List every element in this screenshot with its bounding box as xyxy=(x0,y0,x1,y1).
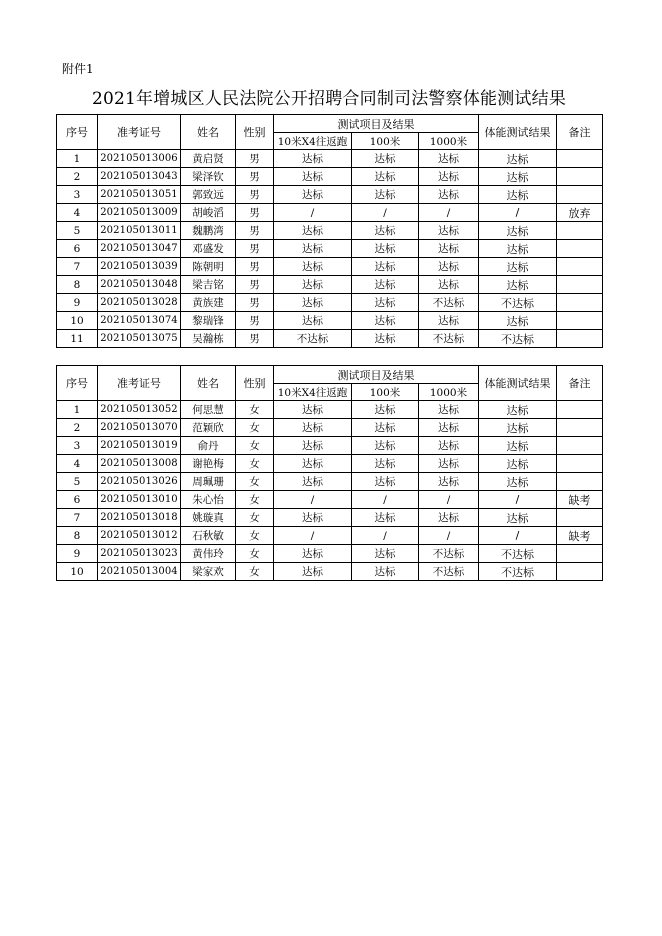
header-test-group: 测试项目及结果 xyxy=(274,115,479,133)
cell-note xyxy=(557,545,603,563)
header-seq: 序号 xyxy=(57,115,98,150)
cell-100m-result: 达标 xyxy=(352,419,419,437)
cell-exam-id: 202105013018 xyxy=(98,509,181,527)
cell-gender: 女 xyxy=(236,491,274,509)
cell-seq: 10 xyxy=(57,312,98,330)
cell-seq: 10 xyxy=(57,563,98,581)
cell-1000m-result: 达标 xyxy=(419,312,479,330)
cell-100m-result: / xyxy=(352,204,419,222)
cell-gender: 女 xyxy=(236,455,274,473)
cell-name: 谢艳梅 xyxy=(181,455,236,473)
cell-note xyxy=(557,563,603,581)
header-shuttle: 10米X4往返跑 xyxy=(274,133,352,150)
cell-gender: 男 xyxy=(236,330,274,348)
cell-exam-id: 202105013052 xyxy=(98,401,181,419)
header-gender: 性别 xyxy=(236,115,274,150)
cell-gender: 男 xyxy=(236,168,274,186)
table-row xyxy=(57,563,603,581)
header-1000m: 1000米 xyxy=(419,133,479,150)
cell-gender: 女 xyxy=(236,563,274,581)
cell-note xyxy=(557,473,603,491)
attachment-label: 附件1 xyxy=(62,62,94,76)
cell-shuttle-result: 达标 xyxy=(274,473,352,491)
cell-exam-id: 202105013051 xyxy=(98,186,181,204)
cell-name: 陈朝明 xyxy=(181,258,236,276)
table-row xyxy=(57,168,603,186)
table-row xyxy=(57,204,603,222)
header-name: 姓名 xyxy=(181,115,236,150)
cell-overall-result: 不达标 xyxy=(479,545,557,563)
cell-seq: 2 xyxy=(57,419,98,437)
cell-note xyxy=(557,419,603,437)
cell-shuttle-result: 达标 xyxy=(274,563,352,581)
cell-1000m-result: 不达标 xyxy=(419,330,479,348)
cell-shuttle-result: 达标 xyxy=(274,419,352,437)
cell-overall-result: / xyxy=(479,204,557,222)
cell-1000m-result: 达标 xyxy=(419,222,479,240)
cell-name: 何思慧 xyxy=(181,401,236,419)
cell-name: 黄伟玲 xyxy=(181,545,236,563)
cell-note xyxy=(557,240,603,258)
cell-seq: 1 xyxy=(57,401,98,419)
header-shuttle: 10米X4往返跑 xyxy=(274,384,352,401)
cell-name: 邓盛发 xyxy=(181,240,236,258)
cell-note xyxy=(557,312,603,330)
cell-shuttle-result: / xyxy=(274,527,352,545)
cell-name: 郭致远 xyxy=(181,186,236,204)
cell-100m-result: 达标 xyxy=(352,437,419,455)
female-table-body xyxy=(57,401,603,581)
cell-exam-id: 202105013023 xyxy=(98,545,181,563)
header-100m: 100米 xyxy=(352,133,419,150)
cell-shuttle-result: 达标 xyxy=(274,455,352,473)
cell-name: 梁泽钦 xyxy=(181,168,236,186)
cell-100m-result: 达标 xyxy=(352,294,419,312)
cell-exam-id: 202105013039 xyxy=(98,258,181,276)
cell-overall-result: 达标 xyxy=(479,186,557,204)
cell-overall-result: 达标 xyxy=(479,222,557,240)
table-row xyxy=(57,509,603,527)
cell-overall-result: 达标 xyxy=(479,437,557,455)
cell-1000m-result: 不达标 xyxy=(419,294,479,312)
cell-100m-result: 达标 xyxy=(352,509,419,527)
cell-overall-result: / xyxy=(479,527,557,545)
cell-gender: 女 xyxy=(236,419,274,437)
cell-shuttle-result: 达标 xyxy=(274,545,352,563)
cell-seq: 4 xyxy=(57,204,98,222)
cell-exam-id: 202105013011 xyxy=(98,222,181,240)
cell-1000m-result: 达标 xyxy=(419,168,479,186)
cell-exam-id: 202105013043 xyxy=(98,168,181,186)
cell-exam-id: 202105013047 xyxy=(98,240,181,258)
header-seq: 序号 xyxy=(57,366,98,401)
cell-100m-result: 达标 xyxy=(352,545,419,563)
cell-100m-result: 达标 xyxy=(352,330,419,348)
cell-1000m-result: / xyxy=(419,204,479,222)
cell-overall-result: 不达标 xyxy=(479,563,557,581)
cell-overall-result: 达标 xyxy=(479,150,557,168)
cell-gender: 男 xyxy=(236,222,274,240)
cell-name: 周珮珊 xyxy=(181,473,236,491)
male-table-body xyxy=(57,150,603,348)
cell-seq: 6 xyxy=(57,240,98,258)
cell-shuttle-result: 达标 xyxy=(274,222,352,240)
cell-overall-result: 不达标 xyxy=(479,294,557,312)
cell-name: 吴瀚栋 xyxy=(181,330,236,348)
table-row xyxy=(57,419,603,437)
cell-1000m-result: 达标 xyxy=(419,240,479,258)
cell-seq: 11 xyxy=(57,330,98,348)
cell-1000m-result: 达标 xyxy=(419,455,479,473)
cell-exam-id: 202105013074 xyxy=(98,312,181,330)
cell-note xyxy=(557,186,603,204)
cell-gender: 女 xyxy=(236,545,274,563)
cell-exam-id: 202105013075 xyxy=(98,330,181,348)
cell-shuttle-result: 达标 xyxy=(274,258,352,276)
table-row xyxy=(57,240,603,258)
cell-seq: 7 xyxy=(57,258,98,276)
cell-name: 朱心怡 xyxy=(181,491,236,509)
header-overall: 体能测试结果 xyxy=(479,366,557,401)
cell-shuttle-result: / xyxy=(274,491,352,509)
cell-seq: 2 xyxy=(57,168,98,186)
cell-note: 放弃 xyxy=(557,204,603,222)
cell-1000m-result: / xyxy=(419,527,479,545)
cell-note xyxy=(557,258,603,276)
cell-exam-id: 202105013012 xyxy=(98,527,181,545)
cell-overall-result: 达标 xyxy=(479,419,557,437)
cell-gender: 男 xyxy=(236,312,274,330)
cell-shuttle-result: 达标 xyxy=(274,276,352,294)
cell-name: 胡峻滔 xyxy=(181,204,236,222)
cell-exam-id: 202105013026 xyxy=(98,473,181,491)
male-results-table xyxy=(56,114,603,348)
cell-exam-id: 202105013010 xyxy=(98,491,181,509)
cell-1000m-result: 达标 xyxy=(419,419,479,437)
cell-exam-id: 202105013048 xyxy=(98,276,181,294)
cell-1000m-result: 达标 xyxy=(419,509,479,527)
cell-1000m-result: 达标 xyxy=(419,186,479,204)
cell-gender: 女 xyxy=(236,401,274,419)
cell-name: 俞丹 xyxy=(181,437,236,455)
table-row xyxy=(57,473,603,491)
cell-shuttle-result: 达标 xyxy=(274,509,352,527)
table-row xyxy=(57,330,603,348)
cell-100m-result: / xyxy=(352,527,419,545)
female-results-table xyxy=(56,365,603,581)
header-100m: 100米 xyxy=(352,384,419,401)
header-gender: 性别 xyxy=(236,366,274,401)
cell-1000m-result: 达标 xyxy=(419,437,479,455)
header-exam-id: 准考证号 xyxy=(98,366,181,401)
cell-1000m-result: 达标 xyxy=(419,276,479,294)
cell-overall-result: 达标 xyxy=(479,401,557,419)
cell-gender: 男 xyxy=(236,186,274,204)
table-row xyxy=(57,545,603,563)
cell-100m-result: 达标 xyxy=(352,563,419,581)
cell-overall-result: 达标 xyxy=(479,455,557,473)
cell-note xyxy=(557,168,603,186)
cell-name: 梁家欢 xyxy=(181,563,236,581)
cell-gender: 男 xyxy=(236,258,274,276)
cell-100m-result: 达标 xyxy=(352,258,419,276)
cell-overall-result: 达标 xyxy=(479,258,557,276)
table-row xyxy=(57,401,603,419)
cell-exam-id: 202105013019 xyxy=(98,437,181,455)
cell-100m-result: 达标 xyxy=(352,455,419,473)
cell-1000m-result: 不达标 xyxy=(419,563,479,581)
cell-gender: 女 xyxy=(236,473,274,491)
cell-name: 姚璇真 xyxy=(181,509,236,527)
cell-note xyxy=(557,437,603,455)
cell-seq: 6 xyxy=(57,491,98,509)
cell-note xyxy=(557,150,603,168)
table-row xyxy=(57,437,603,455)
cell-seq: 8 xyxy=(57,527,98,545)
header-note: 备注 xyxy=(557,115,603,150)
cell-gender: 男 xyxy=(236,204,274,222)
cell-shuttle-result: / xyxy=(274,204,352,222)
cell-shuttle-result: 达标 xyxy=(274,294,352,312)
cell-100m-result: / xyxy=(352,491,419,509)
cell-gender: 女 xyxy=(236,437,274,455)
cell-name: 黄启贤 xyxy=(181,150,236,168)
cell-seq: 3 xyxy=(57,437,98,455)
cell-seq: 7 xyxy=(57,509,98,527)
cell-name: 范颖欣 xyxy=(181,419,236,437)
cell-100m-result: 达标 xyxy=(352,401,419,419)
cell-100m-result: 达标 xyxy=(352,150,419,168)
table-row xyxy=(57,150,603,168)
cell-gender: 男 xyxy=(236,150,274,168)
cell-exam-id: 202105013008 xyxy=(98,455,181,473)
cell-note xyxy=(557,222,603,240)
cell-shuttle-result: 达标 xyxy=(274,240,352,258)
cell-1000m-result: 不达标 xyxy=(419,545,479,563)
cell-overall-result: 达标 xyxy=(479,312,557,330)
cell-shuttle-result: 达标 xyxy=(274,186,352,204)
cell-note xyxy=(557,509,603,527)
cell-overall-result: / xyxy=(479,491,557,509)
cell-seq: 5 xyxy=(57,222,98,240)
cell-shuttle-result: 达标 xyxy=(274,150,352,168)
header-note: 备注 xyxy=(557,366,603,401)
cell-seq: 5 xyxy=(57,473,98,491)
cell-note xyxy=(557,330,603,348)
cell-100m-result: 达标 xyxy=(352,222,419,240)
cell-overall-result: 达标 xyxy=(479,240,557,258)
cell-overall-result: 达标 xyxy=(479,473,557,491)
cell-100m-result: 达标 xyxy=(352,473,419,491)
cell-exam-id: 202105013004 xyxy=(98,563,181,581)
cell-gender: 男 xyxy=(236,276,274,294)
cell-overall-result: 达标 xyxy=(479,168,557,186)
cell-shuttle-result: 达标 xyxy=(274,437,352,455)
cell-1000m-result: 达标 xyxy=(419,150,479,168)
cell-100m-result: 达标 xyxy=(352,312,419,330)
cell-100m-result: 达标 xyxy=(352,186,419,204)
cell-gender: 女 xyxy=(236,527,274,545)
cell-seq: 8 xyxy=(57,276,98,294)
table-row xyxy=(57,455,603,473)
cell-name: 石秋敏 xyxy=(181,527,236,545)
cell-gender: 女 xyxy=(236,509,274,527)
cell-shuttle-result: 不达标 xyxy=(274,330,352,348)
cell-seq: 9 xyxy=(57,545,98,563)
cell-name: 魏鹏湾 xyxy=(181,222,236,240)
cell-overall-result: 不达标 xyxy=(479,330,557,348)
table-row xyxy=(57,294,603,312)
table-row xyxy=(57,258,603,276)
cell-exam-id: 202105013009 xyxy=(98,204,181,222)
cell-100m-result: 达标 xyxy=(352,240,419,258)
header-name: 姓名 xyxy=(181,366,236,401)
cell-exam-id: 202105013006 xyxy=(98,150,181,168)
cell-note: 缺考 xyxy=(557,527,603,545)
table-row xyxy=(57,276,603,294)
table-row xyxy=(57,186,603,204)
cell-1000m-result: 达标 xyxy=(419,258,479,276)
cell-1000m-result: / xyxy=(419,491,479,509)
header-exam-id: 准考证号 xyxy=(98,115,181,150)
header-overall: 体能测试结果 xyxy=(479,115,557,150)
cell-note xyxy=(557,455,603,473)
cell-seq: 9 xyxy=(57,294,98,312)
table-row xyxy=(57,222,603,240)
cell-shuttle-result: 达标 xyxy=(274,168,352,186)
cell-exam-id: 202105013070 xyxy=(98,419,181,437)
cell-1000m-result: 达标 xyxy=(419,473,479,491)
cell-seq: 4 xyxy=(57,455,98,473)
cell-name: 梁吉铭 xyxy=(181,276,236,294)
cell-100m-result: 达标 xyxy=(352,276,419,294)
cell-note xyxy=(557,401,603,419)
cell-exam-id: 202105013028 xyxy=(98,294,181,312)
cell-gender: 男 xyxy=(236,294,274,312)
cell-note xyxy=(557,276,603,294)
cell-gender: 男 xyxy=(236,240,274,258)
cell-name: 黄族建 xyxy=(181,294,236,312)
header-1000m: 1000米 xyxy=(419,384,479,401)
table-row xyxy=(57,527,603,545)
page-title: 2021年增城区人民法院公开招聘合同制司法警察体能测试结果 xyxy=(91,89,567,109)
header-test-group: 测试项目及结果 xyxy=(274,366,479,384)
table-row xyxy=(57,312,603,330)
cell-overall-result: 达标 xyxy=(479,509,557,527)
cell-seq: 3 xyxy=(57,186,98,204)
cell-note xyxy=(557,294,603,312)
cell-name: 黎瑞锋 xyxy=(181,312,236,330)
cell-1000m-result: 达标 xyxy=(419,401,479,419)
cell-100m-result: 达标 xyxy=(352,168,419,186)
cell-note: 缺考 xyxy=(557,491,603,509)
cell-shuttle-result: 达标 xyxy=(274,401,352,419)
cell-seq: 1 xyxy=(57,150,98,168)
cell-overall-result: 达标 xyxy=(479,276,557,294)
cell-shuttle-result: 达标 xyxy=(274,312,352,330)
table-row xyxy=(57,491,603,509)
